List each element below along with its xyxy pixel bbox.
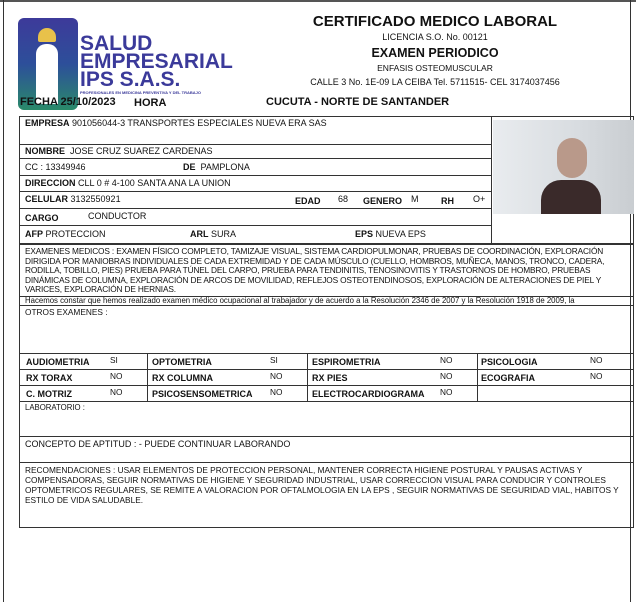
logo-line1: SALUD xyxy=(80,32,153,55)
test-result: SI xyxy=(270,355,278,365)
de-label: DE xyxy=(183,162,196,172)
patient-photo xyxy=(493,120,634,214)
legal-statement: Hacemos constar que hemos realizado examen médico ocupacional al trabajador y de acuerdo a la Resolución 2346 de 2007 y la Resolución 1918 de 2009, la xyxy=(25,297,575,305)
de-value: PAMPLONA xyxy=(200,162,250,172)
test-result: SI xyxy=(110,355,118,365)
exam-date: FECHA 25/10/2023 xyxy=(20,96,116,108)
cargo-label: CARGO xyxy=(25,213,59,223)
test-result: NO xyxy=(110,387,123,397)
license-number: LICENCIA S.O. No. 00121 xyxy=(382,32,488,42)
genero-label: GENERO xyxy=(363,196,403,206)
photo-divider xyxy=(491,116,492,243)
logo-line2: EMPRESARIAL xyxy=(80,50,233,73)
genero-value: M xyxy=(411,194,419,204)
afp-label: AFP xyxy=(25,229,43,239)
test-name: ESPIROMETRIA xyxy=(312,357,381,367)
empresa-value: 901056044-3 TRANSPORTES ESPECIALES NUEVA ERA SAS xyxy=(72,118,327,128)
exams-description: EXAMENES MEDICOS : EXAMEN FÍSICO COMPLETO, TAMIZAJE VISUAL, SISTEMA CARDIOPULMONAR, PRUEBAS DE COORDINACIÓN, EXPLORACIÓN DIRIGIDA POR MANIOBRAS INDIVIDUALES DE CADA EXTREMIDAD Y DE CADA MÚSCULO (CUELLO, HOMBROS, MUÑECA, MANOS, TRONCO, CADERA, RODILLA, TOBILLO, PIES) PRUEBA PARA TÚNEL DEL CARPO, PRUEBA PARA TENDINITIS, TENOSINOVITIS Y TRASTORNOS DE HOMBRO, PRUEBAS DINÁMICAS DE COLUMNA, EXPLORACIÓN DE ARCOS DE MOVILIDAD, REFLEJOS OSTEOTENDINOSOS, EXPLORACIÓN DE ALTERACIONES DE PIEL Y VARICES, EXPLORACIÓN DE HERNIAS. xyxy=(25,246,605,294)
nombre-label: NOMBRE xyxy=(25,146,65,156)
nombre-value: JOSE CRUZ SUAREZ CARDENAS xyxy=(70,146,213,156)
test-result: NO xyxy=(440,387,453,397)
test-result: NO xyxy=(110,371,123,381)
test-result: NO xyxy=(270,371,283,381)
edad-value: 68 xyxy=(338,194,349,204)
page-left-edge xyxy=(3,0,4,602)
document-title: CERTIFICADO MEDICO LABORAL xyxy=(312,13,558,30)
arl-label: ARL xyxy=(190,229,209,239)
eps-label: EPS xyxy=(355,229,374,239)
exam-time-label: HORA xyxy=(134,97,167,109)
page-top-edge xyxy=(0,0,636,2)
test-name: C. MOTRIZ xyxy=(26,389,72,399)
exam-type: EXAMEN PERIODICO xyxy=(371,46,499,60)
logo-tagline: PROFESIONALES EN MEDICINA PREVENTIVA Y DEL TRABAJO xyxy=(80,90,201,95)
logo-line3: IPS S.A.S. xyxy=(80,68,181,91)
direccion-label: DIRECCION xyxy=(25,178,76,188)
test-name: PSICOSENSOMETRICA xyxy=(152,389,253,399)
test-result: NO xyxy=(440,371,453,381)
rh-label: RH xyxy=(441,196,454,206)
arl-value: SURA xyxy=(211,229,237,239)
concepto-aptitud: CONCEPTO DE APTITUD : - PUEDE CONTINUAR LABORANDO xyxy=(25,439,291,449)
test-result: NO xyxy=(590,355,603,365)
laboratorio: LABORATORIO : xyxy=(25,403,85,412)
test-name: RX TORAX xyxy=(26,373,73,383)
test-name: RX PIES xyxy=(312,373,348,383)
cargo-value: CONDUCTOR xyxy=(88,211,147,221)
test-name: PSICOLOGIA xyxy=(481,357,538,367)
otros-examenes: OTROS EXAMENES : xyxy=(25,307,108,317)
test-name: RX COLUMNA xyxy=(152,373,213,383)
celular-value: 3132550921 xyxy=(70,194,121,204)
eps-value: NUEVA EPS xyxy=(375,229,426,239)
test-result: NO xyxy=(440,355,453,365)
exam-emphasis: ENFASIS OSTEOMUSCULAR xyxy=(377,63,493,73)
edad-label: EDAD xyxy=(295,196,321,206)
clinic-address: CALLE 3 No. 1E-09 LA CEIBA Tel. 5711515- CEL 3174037456 xyxy=(310,77,560,87)
exam-city: CUCUTA - NORTE DE SANTANDER xyxy=(266,96,450,108)
test-name: OPTOMETRIA xyxy=(152,357,212,367)
empresa-label: EMPRESA xyxy=(25,118,70,128)
direccion-value: CLL 0 # 4-100 SANTA ANA LA UNION xyxy=(78,178,231,188)
celular-label: CELULAR xyxy=(25,194,68,204)
recomendaciones: RECOMENDACIONES : USAR ELEMENTOS DE PROTECCION PERSONAL, MANTENER CORRECTA HIGIENE POSTURAL Y PAUSAS ACTIVAS Y COMPENSADORAS, SEGUIR NORMATIVAS DE HIGIENE Y SEGURIDAD INDUSTRIAL, USAR CORRECCION VISUAL PARA CONDUCIR Y CONTROLES OPTOMETRICOS REGULARES, SE REMITE A VALORACION POR OFTALMOLOGIA EN LA EPS , SEGUIR NORMATIVAS DE SEGURIDAD VIAL, HABITOS Y ESTILO DE VIDA SALUDABLE. xyxy=(25,465,619,505)
afp-value: PROTECCION xyxy=(45,229,106,239)
test-name: ECOGRAFIA xyxy=(481,373,535,383)
test-result: NO xyxy=(270,387,283,397)
cc-value: CC : 13349946 xyxy=(25,162,86,172)
test-name: ELECTROCARDIOGRAMA xyxy=(312,389,425,399)
test-result: NO xyxy=(590,371,603,381)
test-name: AUDIOMETRIA xyxy=(26,357,90,367)
rh-value: O+ xyxy=(473,194,486,204)
